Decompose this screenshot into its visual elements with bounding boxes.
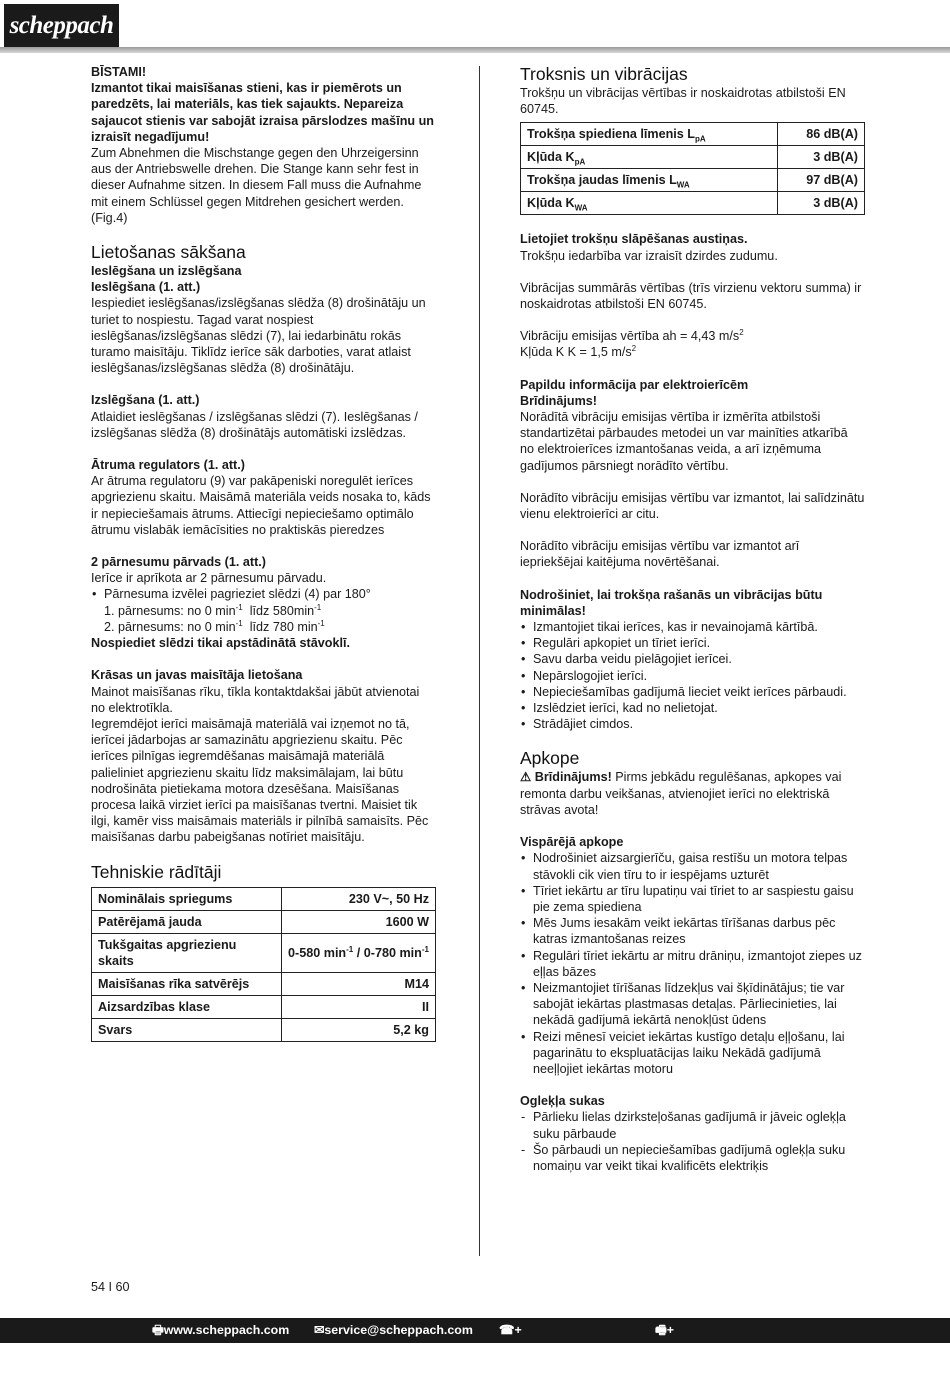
table-row: Kļūda $K_{WA}$ 3 dB(A) — [521, 192, 865, 215]
table-row: Trokšņa spiediena līmenis $L_{pA}$ 86 dB(A) — [521, 123, 865, 146]
ear-title: Lietojiet trokšņu slāpēšanas austiņas. — [520, 232, 748, 247]
paint-text-2: Iegremdējot ierīci maisāmajā materiālā vai izņemot no tā, ierīcei jādarbojas ar samazinātu apgriezienu skaitu. Pēc ierīces pilnīgas iegremdēšanas maisāmajā materiālā palieliniet apgriezienu skaitu līdz maksimālajam, lai būtu nodrošināta pietiekama motora dzesēšana. Maisīšanas procesa laikā virziet ierīci pa maisīšanas tvertni. Maisiet tik ilgi, kamēr viss maisāmais materiāls ir pilnībā samaisīts. Pēc maisīšanas darbu pabeigšanas notīriet maisītāju. — [91, 716, 429, 845]
minimize-title: Nodrošiniet, lai trokšņa rašanās un vibrācijas būtu minimālas! — [520, 587, 823, 618]
heading-maintenance: Apkope — [520, 748, 580, 769]
off-text: Atlaidiet ieslēgšanas / izslēgšanas slēdzi (7). Ieslēgšanas / izslēgšanas slēdža (8) drošinātājs automātiski izslēdzas. — [91, 409, 418, 440]
list-item: • Nodrošiniet aizsargierīču, gaisa restīšu un motora telpas stāvokli cik vien tīru to ir iespējams uzturēt — [520, 850, 865, 882]
footer-mail[interactable]: ✉ service@scheppach.com — [314, 1323, 473, 1337]
general-list — [520, 850, 865, 1077]
heading-noise: Troksnis un vibrācijas — [520, 64, 688, 84]
table-row: Patērējamā jauda 1600 W — [92, 910, 436, 933]
table-row: Maisīšanas rīka satvērējs M14 — [92, 972, 436, 995]
list-item: • Tīriet iekārtu ar tīru lupatiņu vai tīriet to ar saspiestu gaisu pie zema spiediena — [520, 883, 865, 915]
list-item: • Strādājiet cimdos. — [520, 716, 865, 732]
speed-title: Ātruma regulators (1. att.) — [91, 458, 245, 473]
page-number: 54 I 60 — [91, 1280, 130, 1294]
list-item: • Nepārslogojiet ierīci. — [520, 668, 865, 684]
warning-text: Izmantot tikai maisīšanas stieni, kas ir piemērots un paredzēts, lai materiāls, kas tiek sajaukts. Nepareiza sajaucot stienis var sabojāt izraisa pārslodzes mašīnu un izraisīt negadījumu! — [91, 81, 434, 144]
gear-bullet: • Pārnesuma izvēlei pagrieziet slēdzi (4) par 180° — [91, 586, 436, 602]
speed-text: Ar ātruma regulatoru (9) var pakāpeniski noregulēt ierīces apgriezienu skaitu. Maisāmā materiāla veids nosaka to, kāds ir nepieciešamais ātrums. Attiecīgi nepieciešamo optimālo ātrumu vislabāk iemācīsities no praktiskās pieredzes — [91, 474, 431, 537]
footer-phone: ☎ +(49)-08223-4002-99 — [499, 1323, 580, 1387]
table-row: Svars 5,2 kg — [92, 1018, 436, 1041]
list-item: • Mēs Jums iesakām veikt iekārtas tīrīšanas darbus pēc katras izmantošanas reizes — [520, 915, 865, 947]
column-divider — [479, 66, 480, 1256]
warning-icon: ⚠ — [520, 770, 532, 785]
vibration-text: Vibrācijas summārās vērtības (trīs virzienu vektoru summa) ir noskaidrotas atbilstoši EN 60745. — [520, 280, 862, 312]
brand-logo: scheppach — [4, 4, 119, 48]
list-item: • Regulāri tīriet iekārtu ar mitru drāniņu, izmantojot ziepes uz eļļas bāzes — [520, 948, 865, 980]
noise-table — [520, 122, 865, 215]
heading-start: Lietošanas sākšana — [91, 242, 246, 263]
on-text: Iespiediet ieslēgšanas/izslēgšanas slēdža (8) drošinātāju un turiet to nospiestu. Tagad varat nospiest ieslēgšanas/izslēgšanas slēdzi (7), lai iedarbinātu rokās turamo maisītāju. Tiklīdz ierīce sāk darboties, varat atlaist ieslēgšanas/izslēgšanas slēdža (8) drošinātāju. — [91, 296, 426, 376]
list-item: • Savu darba veidu pielāgojiet ierīcei. — [520, 651, 865, 667]
list-item: - Šo pārbaudi un nepieciešamības gadījumā ogleķļa suku nomaiņu var veikt tikai kvalificēts elektriķis — [520, 1142, 865, 1174]
extra-warning-title: Brīdinājums! — [520, 393, 597, 408]
page-header — [0, 0, 950, 50]
gear-note: Nospiediet slēdzi tikai apstādinātā stāvoklī. — [91, 636, 350, 651]
extra-title: Papildu informācija par elektroierīcēm — [520, 377, 749, 392]
off-title: Izslēgšana (1. att.) — [91, 393, 200, 408]
maintenance-warning: ⚠ Brīdinājums! Pirms jebkādu regulēšanas, apkopes vai remonta darbu veikšanas, atvienojiet ierīci no elektriskā strāvas avota! — [520, 770, 842, 817]
paint-title: Krāsas un javas maisītāja lietošana — [91, 668, 303, 683]
warning-title: BĪSTAMI! — [91, 65, 147, 79]
list-item: • Nepieciešamības gadījumā lieciet veikt ierīces pārbaudi. — [520, 684, 865, 700]
gear-text: Ierīce ir aprīkota ar 2 pārnesumu pārvadu. — [91, 571, 327, 586]
page-footer — [0, 1318, 950, 1387]
noise-intro: Trokšņu un vibrācijas vērtības ir noskaidrotas atbilstoši EN 60745. — [520, 86, 846, 117]
list-item: • Regulāri apkopiet un tīriet ierīci. — [520, 635, 865, 651]
table-row: Nominālais spriegums 230 V~, 50 Hz — [92, 887, 436, 910]
paint-text: Mainot maisīšanas rīku, tīkla kontaktdakšai jābūt atvienotai no elektrotīkla. — [91, 684, 420, 715]
table-row: Aizsardzības klase II — [92, 995, 436, 1018]
extra-text-3: Norādīto vibrāciju emisijas vērtību var izmantot arī iepriekšējai kaitējuma novērtēšanai. — [520, 539, 800, 570]
table-row: Tukšgaitas apgriezienu skaits 0-580 $\min^{-1} / 0-780$ $\min^{-1}$ — [92, 933, 436, 972]
extra-text: Norādītā vibrāciju emisijas vērtība ir izmērīta atbilstoši standartizētai pārbaudes metodei un var mainīties atkarībā no elektroierīces izmantošanas veida, a arī izņēmuma gadījumos pārsniegt norādīto vērtību. — [520, 410, 848, 473]
gear-title: 2 pārnesumu pārvads (1. att.) — [91, 555, 266, 570]
list-item: - Pārlieku lielas dzirksteļošanas gadījumā ir jāveic ogleķļa suku pārbaude — [520, 1109, 865, 1141]
gear-1-line: 1. pārnesums: no 0 $\min^{-1}$ līdz $580\min^{-1}$ — [104, 602, 322, 618]
left-column — [91, 64, 436, 1042]
vibration-error: Kļūda K K = 1,5 $m/s^2$ — [520, 344, 637, 360]
ear-text: Trokšņu iedarbība var izraisīt dzirdes zudumu. — [520, 248, 778, 263]
list-item: • Neizmantojiet tīrīšanas līdzekļus vai šķīdinātājus; tie var sabojāt iekārtas plastmasas detaļas. Pārliecinieties, lai nekādā gadījumā iekārtā nenokļūst ūdens — [520, 980, 865, 1029]
heading-tech: Tehniskie rādītāji — [91, 861, 222, 882]
gear-list — [91, 586, 436, 602]
brush-title: Ogleķļa sukas — [520, 1094, 605, 1109]
footer-web[interactable]: 🖶 www.scheppach.com — [152, 1323, 290, 1337]
onoff-title: Ieslēgšana un izslēgšana — [91, 264, 242, 279]
extra-text-2: Norādīto vibrāciju emisijas vērtību var izmantot, lai salīdzinātu vienu elektroierīci ar citu. — [520, 490, 865, 522]
table-row: Kļūda $K_{pA}$ 3 dB(A) — [521, 146, 865, 169]
brush-list — [520, 1109, 865, 1174]
minimize-list — [520, 619, 865, 732]
on-title: Ieslēgšana (1. att.) — [91, 280, 201, 295]
header-bar — [0, 47, 950, 53]
vibration-emission: Vibrāciju emisijas vērtība ah = 4,43 $m/s^2$ — [520, 328, 744, 344]
gear-2-line: 2. pārnesums: no 0 $\min^{-1}$ līdz 780 $\min^{-1}$ — [104, 618, 325, 634]
list-item: • Izmantojiet tikai ierīces, kas ir nevainojamā kārtībā. — [520, 619, 865, 635]
general-title: Vispārējā apkope — [520, 835, 624, 850]
table-row: Trokšņa jaudas līmenis $L_{WA}$ 97 dB(A) — [521, 169, 865, 192]
list-item: • Reizi mēnesī veiciet iekārtas kustīgo detaļu eļļošanu, lai pagarinātu to ekspluatācijas laiku Nekādā gadījumā neeļļojiet iekārtas motoru — [520, 1029, 865, 1078]
footer-fax: 🖷 +(49)-08223-4002-58 — [655, 1323, 732, 1387]
german-text: Zum Abnehmen die Mischstange gegen den Uhrzeigersinn aus der Antriebswelle drehen. Die Stange kann sehr fest in dieser Aufnahme sitzen. In diesem Fall muss die Aufnahme mit einem Schlüssel gegen Mitdrehen gesichert werden. (Fig.4) — [91, 146, 422, 225]
tech-table — [91, 887, 436, 1042]
right-column — [520, 64, 865, 1174]
list-item: • Izslēdziet ierīci, kad no nelietojat. — [520, 700, 865, 716]
